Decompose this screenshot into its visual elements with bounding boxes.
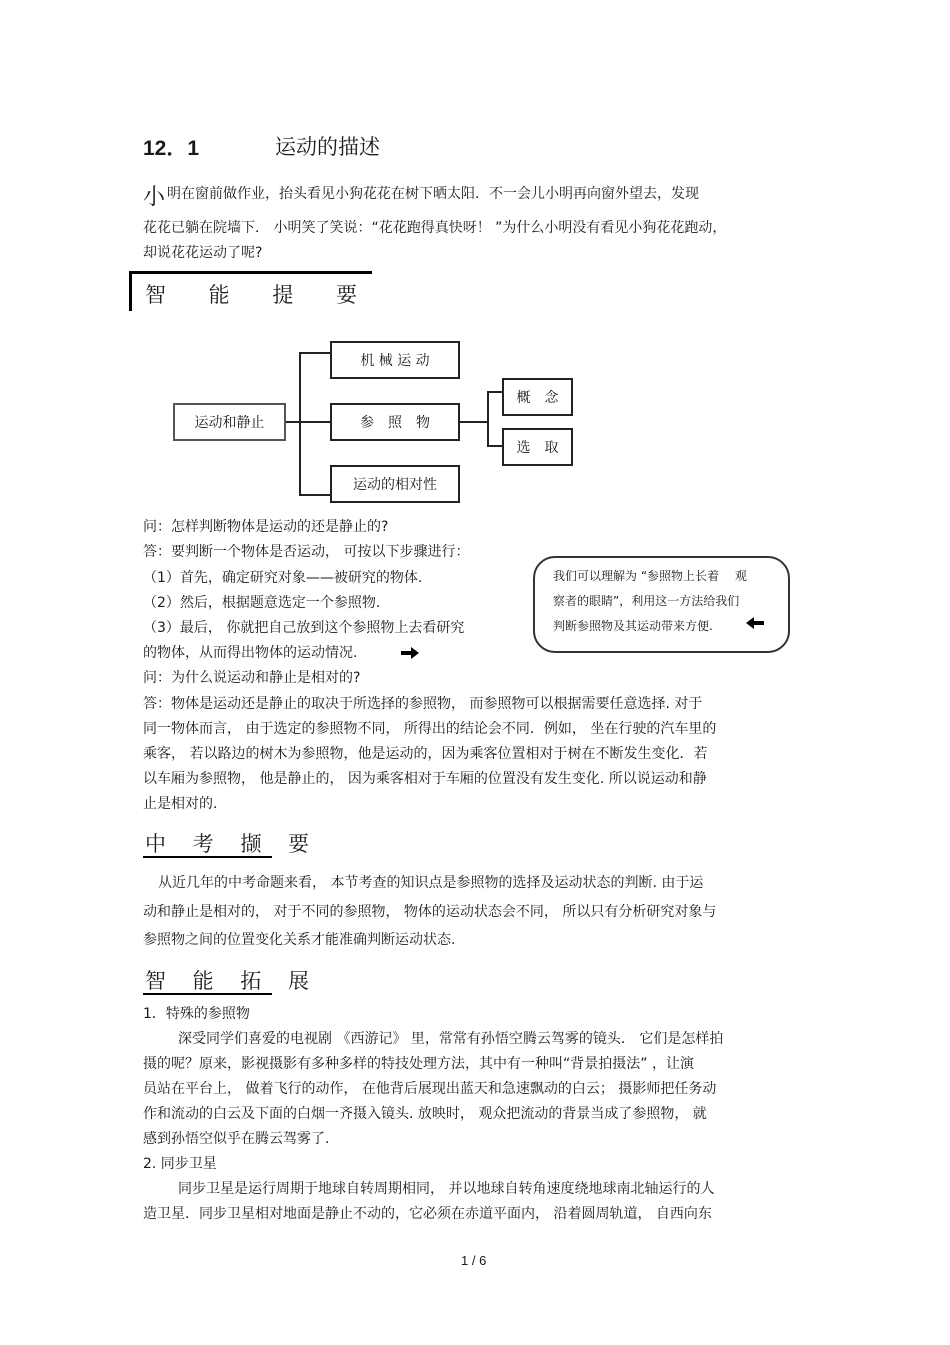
page-title: 运动的描述 <box>275 135 380 159</box>
section2-line-1: 从近几年的中考命题来看， 本节考查的知识点是参照物的选择及运动状态的判断. 由于运 <box>158 875 704 891</box>
section3-p1-line-2: 摄的呢？原来，影视摄影有多种多样的特技处理方法，其中有一种叫“背景拍摄法” ，让演 <box>143 1056 694 1072</box>
question-2: 问：为什么说运动和静止是相对的? <box>143 670 361 686</box>
answer-2-line-4: 以车厢为参照物， 他是静止的， 因为乘客相对于车厢的位置没有发生变化. 所以说运动和静 <box>143 771 707 787</box>
section2-line-3: 参照物之间的位置变化关系才能准确判断运动状态. <box>143 932 456 948</box>
section1-title: 智 能 提 要 <box>145 283 376 307</box>
section2-underline <box>143 856 272 858</box>
answer-2-line-1: 答：物体是运动还是静止的取决于所选择的参照物， 而参照物可以根据需要任意选择. 对于 <box>143 696 703 712</box>
question-1: 问：怎样判断物体是运动的还是静止的? <box>143 519 389 535</box>
section3-heading-2: 2. 同步卫星 <box>143 1156 217 1172</box>
intro-line-3: 却说花花运动了呢? <box>143 245 263 261</box>
connector <box>299 421 330 423</box>
section3-p2-line-1: 同步卫星是运行周期于地球自转周期相同， 并以地球自转角速度绕地球南北轴运行的人 <box>178 1181 715 1197</box>
step-2: （2）然后，根据题意选定一个参照物. <box>143 595 381 611</box>
connector <box>299 352 301 496</box>
callout-line-2: 察者的眼睛”，利用这一方法给我们 <box>553 594 740 608</box>
callout-note <box>533 556 790 653</box>
intro-line-1: 明在窗前做作业，抬头看见小狗花花在树下晒太阳．不一会儿小明再向窗外望去，发现 <box>167 186 699 202</box>
diagram-sub-concept: 概 念 <box>502 378 573 416</box>
callout-line-3: 判断参照物及其运动带来方便. <box>553 619 713 633</box>
diagram-branch-mechanical-motion: 机 械 运 动 <box>330 341 460 379</box>
intro-dropcap: 小 <box>143 185 166 210</box>
section3-p1-line-5: 感到孙悟空似乎在腾云驾雾了. <box>143 1131 330 1147</box>
answer-2-line-3: 乘客， 若以路边的树木为参照物，他是运动的，因为乘客位置相对于树在不断发生变化．若 <box>143 746 708 762</box>
section3-underline <box>143 993 272 995</box>
diagram-branch-relativity: 运动的相对性 <box>330 465 460 503</box>
connector <box>487 445 502 447</box>
section3-p1-line-4: 作和流动的白云及下面的白烟一齐摄入镜头. 放映时， 观众把流动的背景当成了参照物， 就 <box>143 1106 707 1122</box>
answer-2-line-5: 止是相对的. <box>143 796 218 812</box>
connector <box>299 494 330 496</box>
arrow-left-icon <box>746 617 764 629</box>
answer-1: 答：要判断一个物体是否运动， 可按以下步骤进行： <box>143 544 470 560</box>
connector <box>299 352 330 354</box>
section2-title: 中 考 撷 要 <box>145 832 320 856</box>
callout-line-1: 我们可以理解为 “参照物上长着 观 <box>553 569 747 583</box>
page-number: 1 / 6 <box>461 1253 487 1268</box>
step-3-cont: 的物体，从而得出物体的运动情况. <box>143 645 358 661</box>
answer-2-line-2: 同一物体而言， 由于选定的参照物不同， 所得出的结论会不同．例如， 坐在行驶的汽车里的 <box>143 721 717 737</box>
diagram-branch-reference-object: 参 照 物 <box>330 403 460 441</box>
arrow-right-icon <box>401 647 419 659</box>
connector <box>286 421 300 423</box>
connector <box>487 391 502 393</box>
section1-left-rule <box>129 271 132 311</box>
section3-p1-line-1: 深受同学们喜爱的电视剧 《西游记》 里，常常有孙悟空腾云驾雾的镜头． 它们是怎样拍 <box>178 1031 724 1047</box>
section2-line-2: 动和静止是相对的， 对于不同的参照物， 物体的运动状态会不同， 所以只有分析研究对象与 <box>143 904 717 920</box>
section-number: 12．1 <box>143 137 200 160</box>
section3-p1-line-3: 员站在平台上， 做着飞行的动作， 在他背后展现出蓝天和急速飘动的白云； 摄影师把任务动 <box>143 1081 717 1097</box>
section3-p2-line-2: 造卫星．同步卫星相对地面是静止不动的，它必须在赤道平面内， 沿着圆周轨道， 自西向东 <box>143 1206 712 1222</box>
intro-line-2: 花花已躺在院墙下． 小明笑了笑说：“花花跑得真快呀！ ”为什么小明没有看见小狗花花跑动， <box>143 220 727 236</box>
diagram-sub-selection: 选 取 <box>502 428 573 466</box>
connector <box>487 391 489 447</box>
diagram-root-box: 运动和静止 <box>173 403 286 441</box>
step-1: （1）首先，确定研究对象——被研究的物体. <box>143 570 423 586</box>
connector <box>460 421 488 423</box>
section3-title: 智 能 拓 展 <box>145 969 320 993</box>
section3-heading-1: 1．特殊的参照物 <box>143 1006 250 1022</box>
section1-top-rule <box>129 271 372 274</box>
step-3: （3）最后， 你就把自己放到这个参照物上去看研究 <box>143 620 465 636</box>
